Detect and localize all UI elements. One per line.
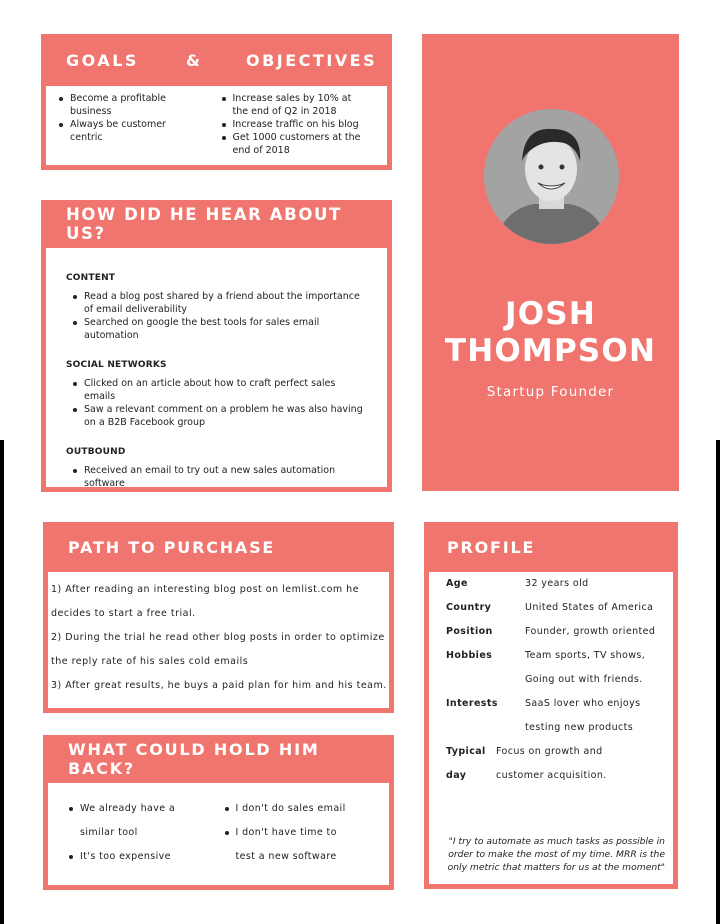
list-item: Saw a relevant comment on a problem he was also having on a B2B Facebook group [72, 403, 367, 429]
profile-row-position [446, 620, 663, 644]
profile-row-country [446, 596, 663, 620]
profile-value: Focus on growth and customer acquisition. [496, 746, 607, 781]
profile-heading: PROFILE [447, 537, 536, 557]
path-body [48, 572, 389, 708]
profile-row-age [446, 572, 663, 596]
list-item: Searched on google the best tools for sales email automation [72, 316, 367, 342]
social-networks-section [66, 359, 367, 429]
persona-first-name: JOSH [505, 296, 596, 332]
right-edge-bar [716, 440, 720, 924]
person-photo-icon [484, 109, 619, 244]
path-to-purchase-card [43, 522, 394, 713]
profile-card [424, 522, 678, 889]
profile-label: Age [446, 578, 468, 589]
path-step-1: 1) After reading an interesting blog post on lemlist.com he decides to start a free trial. [51, 584, 360, 619]
goals-body [46, 86, 387, 165]
left-edge-bar [0, 440, 4, 924]
hold-back-card [43, 735, 394, 890]
content-section [66, 272, 367, 342]
objective-item: Increase sales by 10% at the end of Q2 in 2018 [221, 92, 361, 118]
hear-about-body [46, 248, 387, 487]
goals-left-column [54, 92, 217, 165]
objection-item: I don't have time to test a new software [224, 821, 354, 869]
profile-label: Position [446, 626, 493, 637]
profile-label: Interests [446, 698, 498, 709]
section-title: SOCIAL NETWORKS [66, 360, 167, 370]
persona-quote: "I try to automate as much tasks as possible in order to make the most of my time. MRR is the only metric that matters for us at the moment" [447, 836, 665, 873]
persona-name [422, 296, 679, 370]
objective-item: Get 1000 customers at the end of 2018 [221, 131, 361, 157]
outbound-section [66, 446, 367, 490]
section-title: CONTENT [66, 273, 116, 283]
list-item: Clicked on an article about how to craft perfect sales emails [72, 377, 367, 403]
objective-item: Increase traffic on his blog [221, 118, 380, 131]
goal-item: Always be customer centric [58, 118, 170, 144]
profile-value: United States of America [525, 602, 654, 613]
hold-back-body [48, 783, 389, 885]
profile-label: Typical day [446, 746, 486, 781]
goals-right-column [217, 92, 380, 165]
path-step-2: 2) During the trial he read other blog posts in order to optimize the reply rate of his sales cold emails [51, 632, 385, 667]
hold-back-right-column [224, 797, 380, 885]
goals-heading-part-1: GOALS [66, 50, 139, 70]
persona-hero [422, 34, 679, 491]
list-item: Read a blog post shared by a friend about the importance of email deliverability [72, 290, 367, 316]
profile-value: SaaS lover who enjoys testing new products [525, 698, 641, 733]
goal-item: Become a profitable business [58, 92, 170, 118]
profile-label: Country [446, 602, 492, 613]
profile-body [429, 572, 673, 884]
profile-row-hobbies [446, 644, 663, 692]
goals-heading-part-3: OBJECTIVES [246, 50, 378, 70]
path-heading: PATH TO PURCHASE [68, 537, 276, 557]
objection-item: We already have a similar tool [68, 797, 188, 845]
path-step-3: 3) After great results, he buys a paid plan for him and his team. [51, 680, 387, 691]
hear-about-card [41, 200, 392, 492]
objection-item: I don't do sales email [224, 797, 380, 821]
goals-heading [46, 34, 387, 86]
profile-row-typical-day [446, 740, 663, 788]
hold-back-heading: WHAT COULD HOLD HIM BACK? [68, 740, 320, 778]
list-item: Received an email to try out a new sales automation software [72, 464, 367, 490]
profile-value: Team sports, TV shows, Going out with friends. [525, 650, 646, 685]
profile-label: Hobbies [446, 650, 493, 661]
hear-about-heading: HOW DID HE HEAR ABOUT US? [66, 205, 342, 243]
goals-heading-part-2: & [186, 50, 203, 70]
goals-card [41, 34, 392, 170]
profile-value: Founder, growth oriented [525, 626, 656, 637]
persona-last-name: THOMPSON [444, 333, 657, 369]
section-title: OUTBOUND [66, 447, 126, 457]
persona-role: Startup Founder [486, 384, 615, 400]
objection-item: It's too expensive [68, 845, 224, 869]
hold-back-left-column [68, 797, 224, 885]
profile-row-interests [446, 692, 663, 740]
profile-value: 32 years old [525, 578, 589, 589]
